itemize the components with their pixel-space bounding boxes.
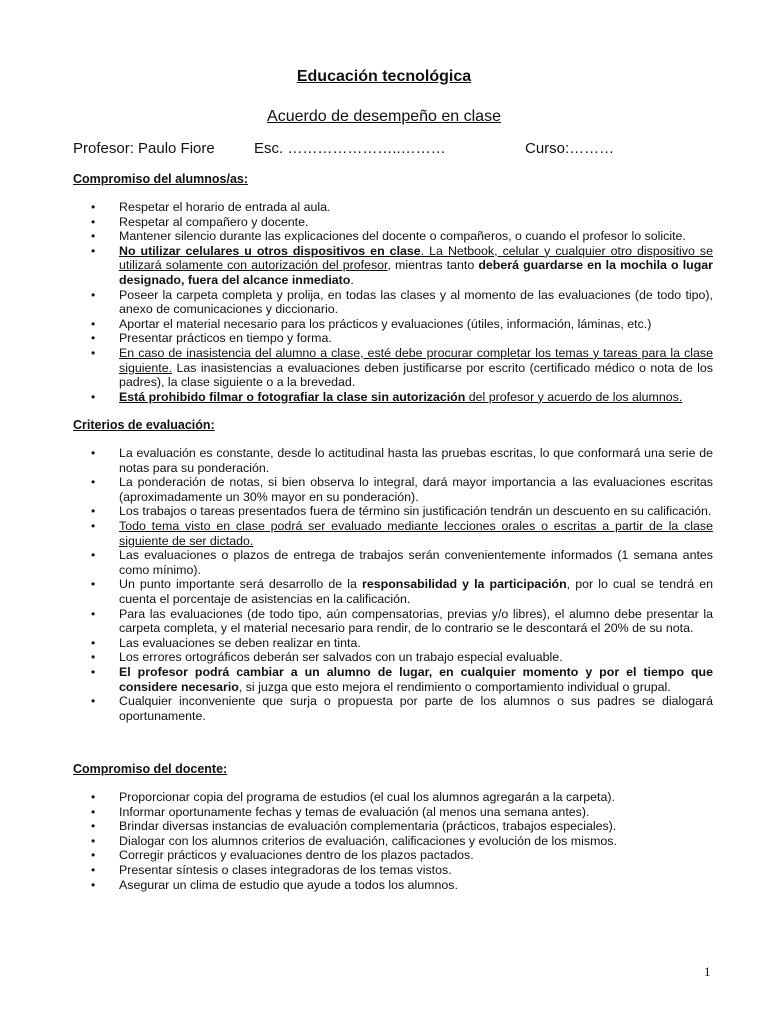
list-criterios bbox=[88, 446, 713, 723]
plain-text: , mientras tanto bbox=[387, 258, 479, 273]
document-subtitle: Acuerdo de desempeño en clase bbox=[267, 108, 501, 125]
list-item: • Proporcionar copia del programa de estudios (el cual los alumnos agregarán a la carpeta). bbox=[88, 790, 713, 805]
emphasis-text: responsabilidad y la participación bbox=[362, 577, 567, 592]
list-item: • Presentar síntesis o clases integradoras de los temas vistos. bbox=[88, 863, 713, 878]
list-item: • Presentar prácticos en tiempo y forma. bbox=[88, 331, 713, 346]
underlined-text: En caso de inasistencia del alumno a clase, esté debe procurar completar los temas y tareas para la clase siguiente. bbox=[119, 345, 713, 375]
section-title-docente: Compromiso del docente: bbox=[73, 762, 228, 776]
list-docente bbox=[88, 790, 713, 892]
section-title-alumnos: Compromiso del alumnos/as: bbox=[73, 172, 249, 186]
page-number: 1 bbox=[704, 964, 711, 979]
course-field: Curso:……… bbox=[525, 140, 615, 157]
plain-text: Las inasistencias a evaluaciones deben justificarse por escrito (certificado médico o nota de los padres), la clase siguiente o a la brevedad. bbox=[119, 360, 713, 390]
section-title-criterios: Criterios de evaluación: bbox=[73, 418, 215, 432]
list-item: • Los errores ortográficos deberán ser salvados con un trabajo especial evaluable. bbox=[88, 650, 713, 665]
list-item: • Las evaluaciones o plazos de entrega de trabajos serán convenientemente informados (1 semana antes como mínimo). bbox=[88, 548, 713, 577]
list-item: • Cualquier inconveniente que surja o propuesta por parte de los alumnos o sus padres se dialogará oportunamente. bbox=[88, 694, 713, 723]
list-item: • Aportar el material necesario para los prácticos y evaluaciones (útiles, información, láminas, etc.) bbox=[88, 317, 713, 332]
list-item bbox=[88, 346, 713, 390]
list-item: • Brindar diversas instancias de evaluación complementaria (prácticos, trabajos especiales). bbox=[88, 819, 713, 834]
school-field: Esc. …………………..……… bbox=[254, 140, 446, 157]
list-item: • Mantener silencio durante las explicaciones del docente o compañeros, o cuando el profesor lo solicite. bbox=[88, 229, 713, 244]
list-item: • Respetar el horario de entrada al aula. bbox=[88, 200, 713, 215]
list-item: • Las evaluaciones se deben realizar en tinta. bbox=[88, 636, 713, 651]
list-item bbox=[88, 390, 713, 405]
list-item: • Respetar al compañero y docente. bbox=[88, 215, 713, 230]
list-item: • Los trabajos o tareas presentados fuera de término sin justificación tendrán un descuento en su calificación. bbox=[88, 504, 713, 519]
emphasis-text: No utilizar celulares u otros dispositivos en clase bbox=[119, 243, 421, 258]
emphasis-text: Está prohibido filmar o fotografiar la clase sin autorización bbox=[119, 389, 466, 404]
plain-text: Un punto importante será desarrollo de la bbox=[119, 577, 363, 592]
list-item: • Para las evaluaciones (de todo tipo, aún compensatorias, previas y/o libres), el alumno debe presentar la carpeta completa, y el material necesario para rendir, de lo contrario se le descontará el 20% de su nota. bbox=[88, 607, 713, 636]
list-item: • Dialogar con los alumnos criterios de evaluación, calificaciones y evolución de los mismos. bbox=[88, 834, 713, 849]
emphasis-text: deberá guardarse en la mochila o lugar designado, fuera del alcance inmediato bbox=[119, 258, 714, 287]
underlined-text: del profesor y acuerdo de los alumnos. bbox=[465, 389, 683, 404]
list-item: • La ponderación de notas, si bien observa lo integral, dará mayor importancia a las evaluaciones escritas (aproximadamente un 30% mayor en su ponderación). bbox=[88, 475, 713, 504]
document-title: Educación tecnológica bbox=[296, 68, 472, 85]
list-item: • Asegurar un clima de estudio que ayude a todos los alumnos. bbox=[88, 878, 713, 893]
plain-text: . bbox=[350, 272, 354, 287]
plain-text: , por lo cual se tendrá en cuenta el porcentaje de asistencias en la calificación. bbox=[119, 577, 713, 606]
list-item bbox=[88, 665, 713, 694]
underlined-text: . La Netbook, celular y cualquier otro dispositivo se utilizará solamente con autorización del profesor bbox=[119, 243, 713, 273]
teacher-field: Profesor: Paulo Fiore bbox=[73, 140, 215, 157]
list-item: • Todo tema visto en clase podrá ser evaluado mediante lecciones orales o escritas a partir de la clase siguiente de ser dictado. bbox=[88, 519, 713, 548]
list-item: • Corregir prácticos y evaluaciones dentro de los plazos pactados. bbox=[88, 848, 713, 863]
list-item bbox=[88, 577, 713, 606]
list-item: • Informar oportunamente fechas y temas de evaluación (al menos una semana antes). bbox=[88, 805, 713, 820]
plain-text: , si juzga que esto mejora el rendimiento o comportamiento individual o grupal. bbox=[238, 679, 671, 694]
list-item: • Poseer la carpeta completa y prolija, en todas las clases y al momento de las evaluaciones (de todo tipo), anexo de comunicaciones y diccionario. bbox=[88, 288, 713, 317]
emphasis-text: El profesor podrá cambiar a un alumno de lugar, en cualquier momento y por el tiempo que considere necesario bbox=[119, 664, 713, 694]
list-item: • La evaluación es constante, desde lo actitudinal hasta las pruebas escritas, lo que conformará una serie de notas para su ponderación. bbox=[88, 446, 713, 475]
list-item bbox=[88, 244, 713, 288]
list-alumnos bbox=[88, 200, 713, 404]
